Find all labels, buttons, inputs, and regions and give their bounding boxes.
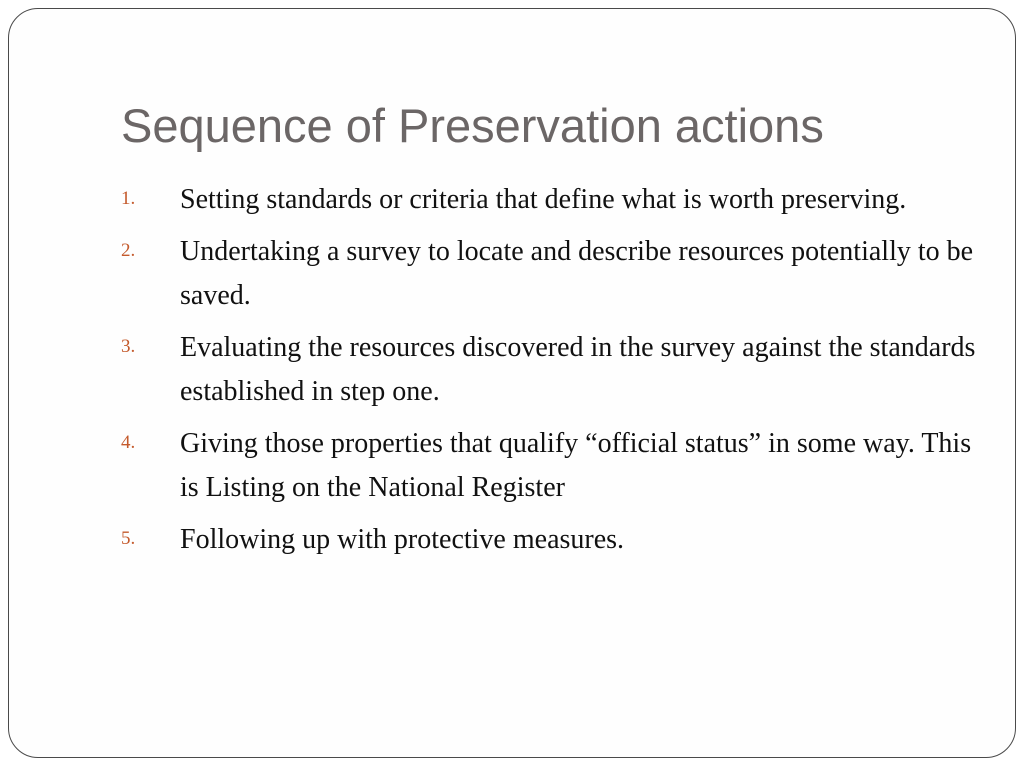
list-item [121,518,981,562]
list-item [121,230,981,318]
list-item-text: Evaluating the resources discovered in the survey against the standards established in step one. [180,332,976,407]
slide-frame [8,8,1016,758]
list-item [121,326,981,414]
list-item-number: 5. [121,528,136,549]
slide-title: Sequence of Preservation actions [121,99,824,152]
list-item-number: 3. [121,336,136,357]
list-item-number: 2. [121,240,136,261]
list-item-number: 1. [121,188,136,209]
list-item [121,178,981,222]
list-item [121,422,981,510]
list-item-text: Setting standards or criteria that define what is worth preserving. [180,184,907,215]
list-item-text: Following up with protective measures. [180,524,625,555]
list-item-text: Giving those properties that qualify “official status” in some way. This is Listing on the National Register [180,428,972,503]
step-list [121,178,981,570]
list-item-number: 4. [121,432,136,453]
list-item-text: Undertaking a survey to locate and describe resources potentially to be saved. [180,236,974,311]
